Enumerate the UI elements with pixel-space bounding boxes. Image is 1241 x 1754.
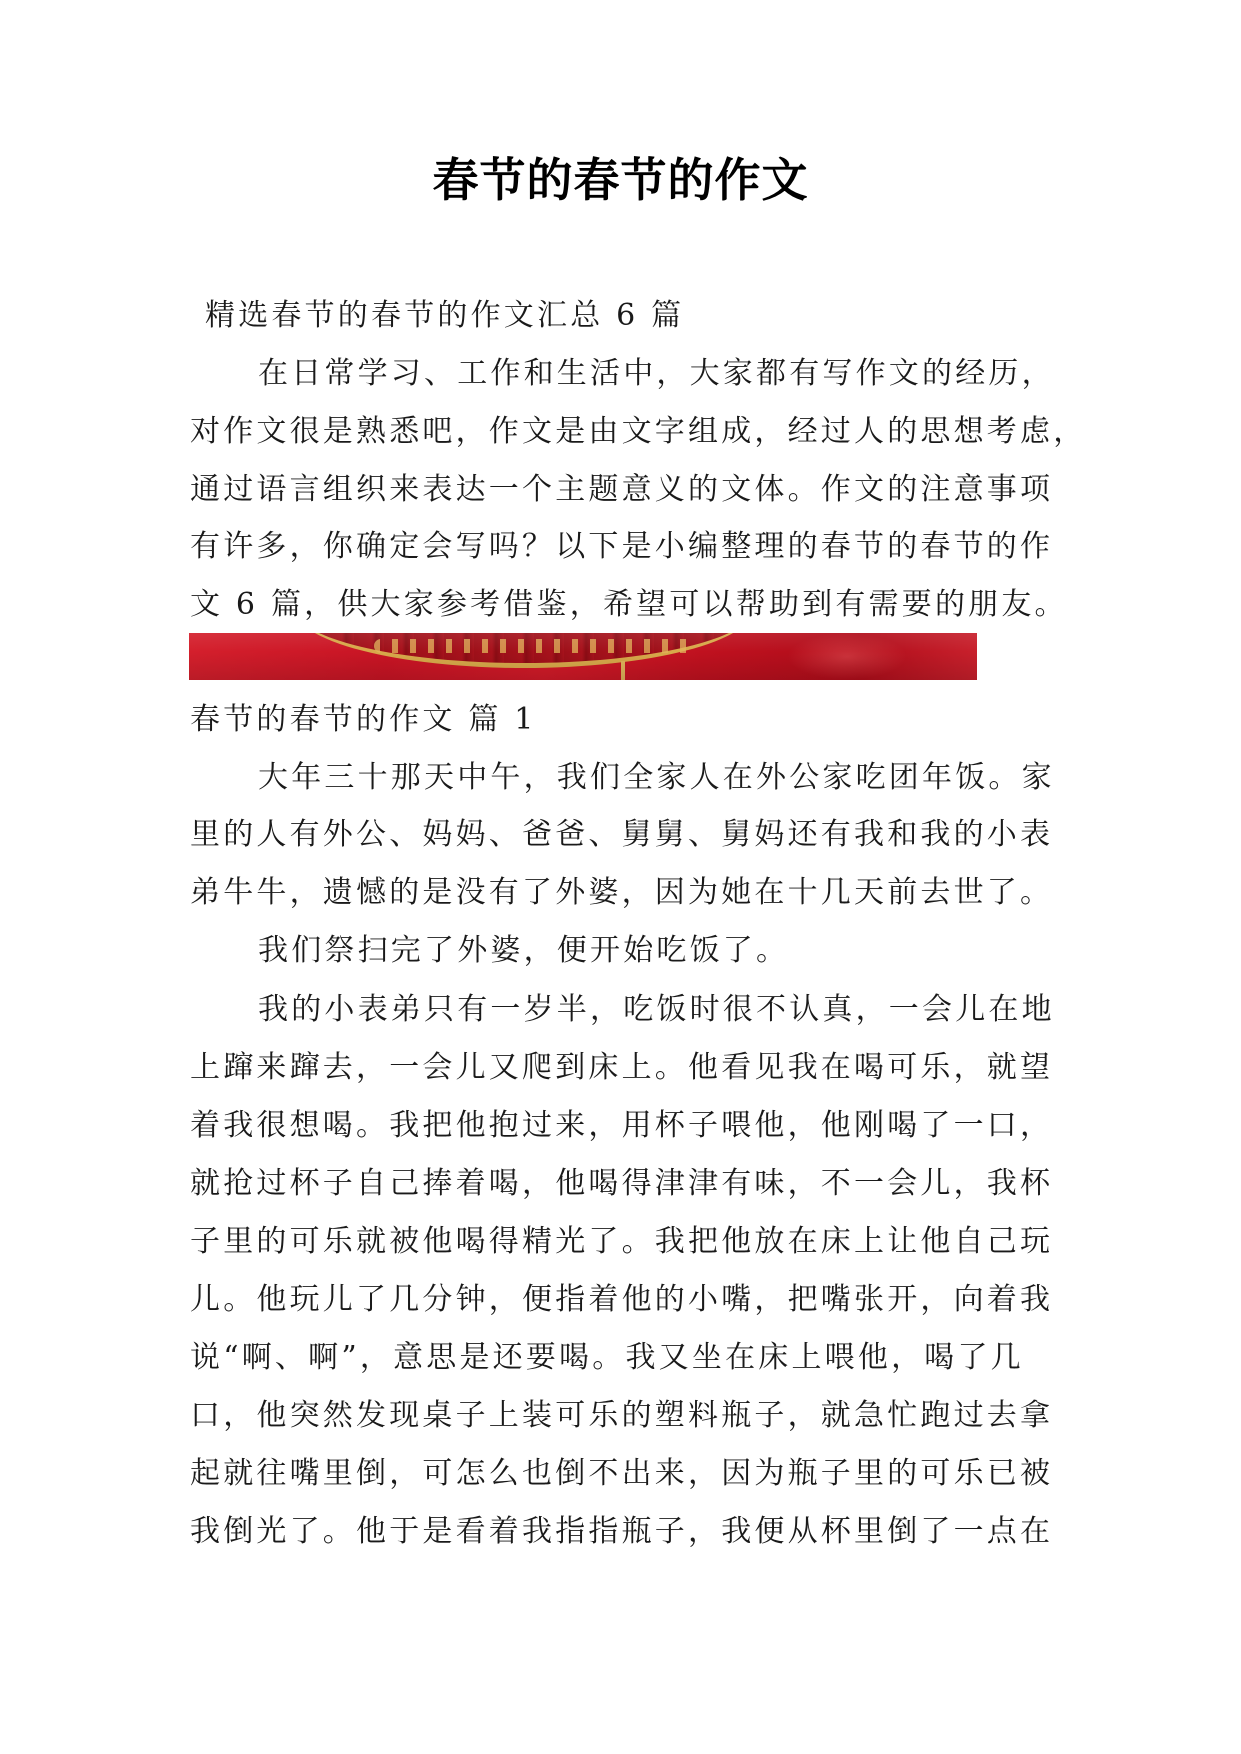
- banner-shade: [189, 633, 977, 680]
- paragraph-line: 说“啊、啊”，意思是还要喝。我又坐在床上喂他，喝了几: [190, 1340, 1024, 1375]
- paragraph-line: 就抢过杯子自己捧着喝，他喝得津津有味，不一会儿，我杯: [190, 1166, 1054, 1201]
- paragraph-line: 子里的可乐就被他喝得精光了。我把他放在床上让他自己玩: [190, 1224, 1054, 1259]
- intro-line: 对作文很是熟悉吧，作文是由文字组成，经过人的思想考虑，: [190, 414, 1087, 449]
- paragraph-line: 里的人有外公、妈妈、爸爸、舅舅、舅妈还有我和我的小表: [190, 817, 1054, 852]
- intro-line: 文 6 篇，供大家参考借鉴，希望可以帮助到有需要的朋友。: [190, 587, 1068, 622]
- document-title: 春节的春节的作文: [432, 153, 809, 207]
- paragraph-line: 我的小表弟只有一岁半，吃饭时很不认真，一会儿在地: [258, 992, 1055, 1027]
- document-subtitle: 精选春节的春节的作文汇总 6 篇: [205, 298, 685, 333]
- section-heading: 春节的春节的作文 篇 1: [190, 702, 537, 737]
- decorative-lantern-image: [189, 633, 977, 680]
- paragraph-line: 起就往嘴里倒，可怎么也倒不出来，因为瓶子里的可乐已被: [190, 1456, 1054, 1491]
- intro-line: 在日常学习、工作和生活中，大家都有写作文的经历，: [258, 356, 1055, 391]
- paragraph-line: 上蹿来蹿去，一会儿又爬到床上。他看见我在喝可乐，就望: [190, 1050, 1054, 1085]
- paragraph-line: 弟牛牛，遗憾的是没有了外婆，因为她在十几天前去世了。: [190, 875, 1054, 910]
- paragraph-line: 我们祭扫完了外婆，便开始吃饭了。: [258, 933, 790, 968]
- intro-line: 有许多，你确定会写吗？以下是小编整理的春节的春节的作: [190, 529, 1054, 564]
- intro-line: 通过语言组织来表达一个主题意义的文体。作文的注意事项: [190, 472, 1054, 507]
- paragraph-line: 我倒光了。他于是看着我指指瓶子，我便从杯里倒了一点在: [190, 1514, 1054, 1549]
- paragraph-line: 着我很想喝。我把他抱过来，用杯子喂他，他刚喝了一口，: [190, 1108, 1054, 1143]
- paragraph-line: 口，他突然发现桌子上装可乐的塑料瓶子，就急忙跑过去拿: [190, 1398, 1054, 1433]
- paragraph-line: 儿。他玩儿了几分钟，便指着他的小嘴，把嘴张开，向着我: [190, 1282, 1054, 1317]
- paragraph-line: 大年三十那天中午，我们全家人在外公家吃团年饭。家: [258, 760, 1055, 795]
